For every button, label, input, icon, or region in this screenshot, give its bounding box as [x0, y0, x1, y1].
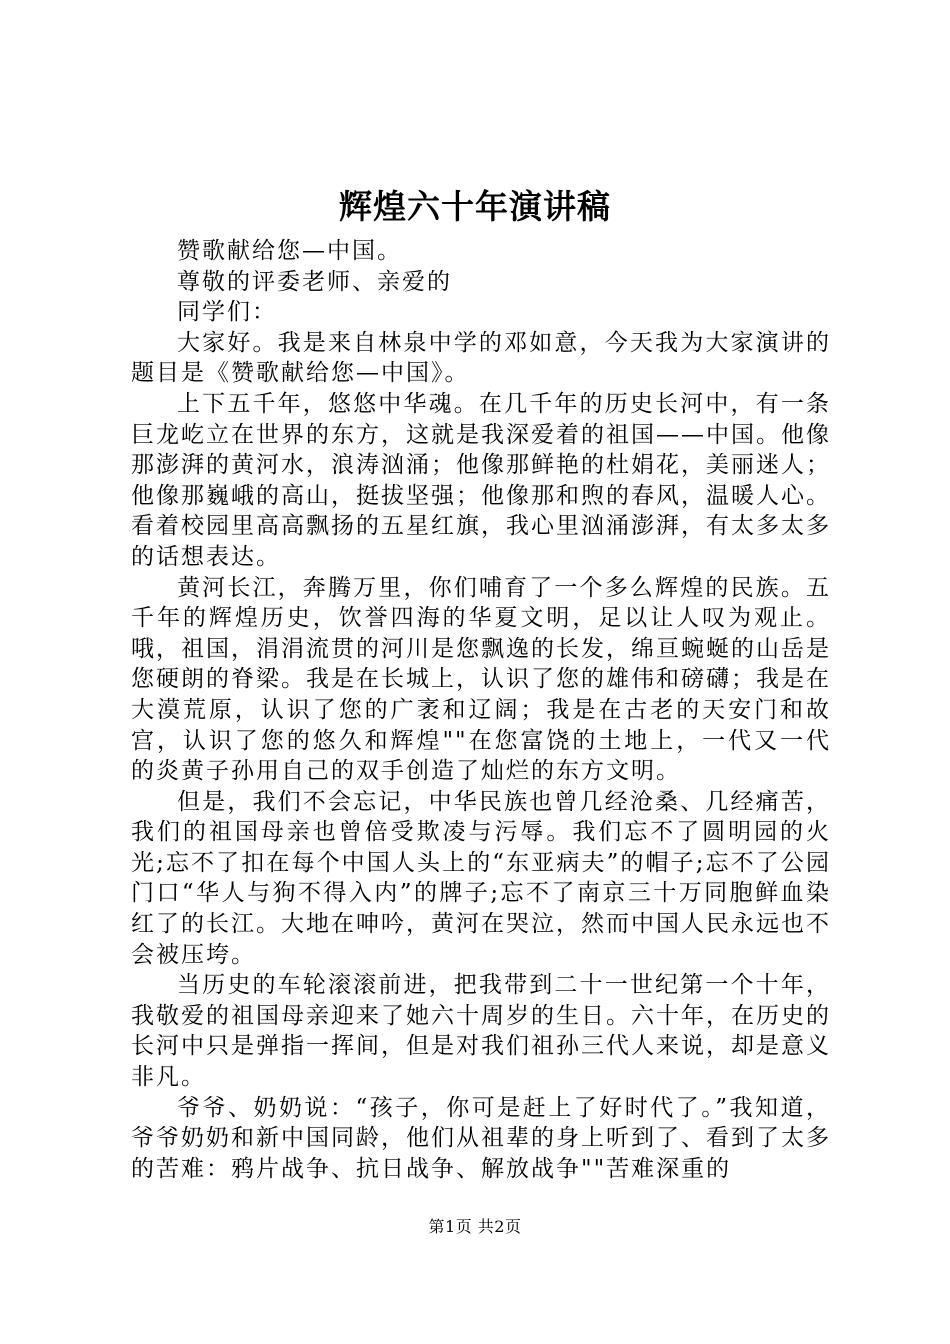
paragraph: 但是，我们不会忘记，中华民族也曾几经沧桑、几经痛苦，我们的祖国母亲也曾倍受欺凌与污辱。我们忘不了圆明园的火光;忘不了扣在每个中国人头上的“东亚病夫”的帽子;忘不了公园门口“华人与狗不得入内”的牌子;忘不了南京三十万同胞鲜血染红了的长江。大地在呻吟，黄河在哭泣，然而中国人民永远也不会被压垮。: [131, 788, 831, 968]
document-title: 辉煌六十年演讲稿: [339, 187, 611, 226]
document-body: [131, 236, 831, 1184]
paragraph: 爷爷、奶奶说：“孩子，你可是赶上了好时代了。”我知道，爷爷奶奶和新中国同龄，他们从祖辈的身上听到了、看到了太多的苦难：鸦片战争、抗日战争、解放战争""苦难深重的: [131, 1094, 831, 1182]
paragraph: 上下五千年，悠悠中华魂。在几千年的历史长河中，有一条巨龙屹立在世界的东方，这就是我深爱着的祖国——中国。他像那澎湃的黄河水，浪涛汹涌；他像那鲜艳的杜娟花，美丽迷人；他像那巍峨的高山，挺拔坚强；他像那和煦的春风，温暖人心。看着校园里高高飘扬的五星红旗，我心里汹涌澎湃，有太多太多的话想表达。: [131, 390, 831, 570]
paragraph: 同学们：: [177, 299, 277, 326]
page-footer: 第1页 共2页: [428, 1217, 522, 1236]
paragraph: 赞歌献给您—中国。: [177, 238, 402, 264]
paragraph: 黄河长江，奔腾万里，你们哺育了一个多么辉煌的民族。五千年的辉煌历史，饮誉四海的华夏文明，足以让人叹为观止。哦，祖国，涓涓流贯的河川是您飘逸的长发，绵亘蜿蜒的山岳是您硬朗的脊梁。我是在长城上，认识了您的雄伟和磅礴；我是在大漠荒原，认识了您的广袤和辽阔；我是在古老的天安门和故宫，认识了您的悠久和辉煌""在您富饶的土地上，一代又一代的炎黄子孙用自己的双手创造了灿烂的东方文明。: [131, 574, 831, 785]
paragraph: 尊敬的评委老师、亲爱的: [177, 268, 452, 295]
paragraph: 大家好。我是来自林泉中学的邓如意，今天我为大家演讲的题目是《赞歌献给您—中国》。: [131, 329, 831, 387]
paragraph: 当历史的车轮滚滚前进，把我带到二十一世纪第一个十年，我敬爱的祖国母亲迎来了她六十周岁的生日。六十年，在历史的长河中只是弹指一挥间，但是对我们祖孙三代人来说，却是意义非凡。: [131, 972, 831, 1091]
